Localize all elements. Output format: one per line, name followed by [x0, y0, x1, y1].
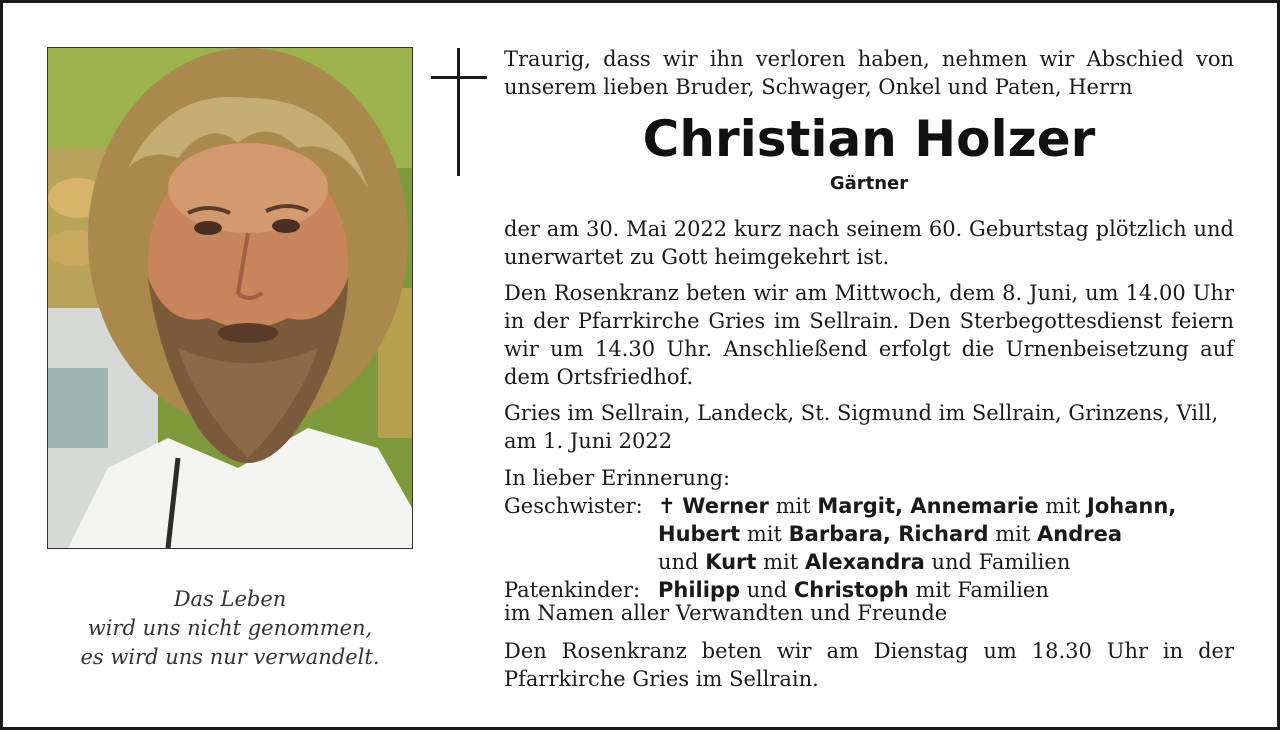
family-name: Johann, — [1087, 494, 1177, 518]
family-name: Alexandra — [804, 550, 925, 574]
occupation: Gärtner — [829, 173, 909, 194]
rosary-service-text: Den Rosenkranz beten wir am Mittwoch, dem 8. Juni, um 14.00 Uhr in der Pfarrkirche Gries im Sellrain. Den Sterbegottesdienst feiern wir um 14.30 Uhr. Anschließend erfolgt die Urnenbeisetzung auf dem Ortsfriedhof. — [504, 281, 1234, 389]
siblings-names — [658, 520, 1234, 548]
place-date: Gries im Sellrain, Landeck, St. Sigmund im Sellrain, Grinzens, Vill, am 1. Juni 2022 — [504, 401, 1219, 453]
connector: und — [746, 578, 788, 602]
family-name: Werner — [682, 494, 769, 518]
connector: und Familien — [931, 550, 1071, 574]
in-memory-label: In lieber Erinnerung: — [504, 466, 731, 490]
family-name: Andrea — [1037, 522, 1123, 546]
godchildren-label: Patenkinder: — [504, 578, 641, 602]
connector: mit Familien — [915, 578, 1049, 602]
quote-line: es wird uns nur verwandelt. — [80, 645, 380, 669]
quote-line: Das Leben — [173, 587, 287, 611]
family-row — [504, 548, 1234, 576]
family-name: Barbara, Richard — [788, 522, 989, 546]
deceased-name: Christian Holzer — [642, 110, 1096, 168]
death-notice: der am 30. Mai 2022 kurz nach seinem 60. Geburtstag plötzlich und unerwartet zu Gott heimgekehrt ist. — [504, 217, 1234, 269]
family-name: Kurt — [705, 550, 757, 574]
connector: mit — [746, 522, 782, 546]
second-rosary-text: Den Rosenkranz beten wir am Dienstag um 18.30 Uhr in der Pfarrkirche Gries im Sellrain. — [504, 639, 1234, 691]
connector: mit — [775, 494, 811, 518]
family-name: Philipp — [658, 578, 741, 602]
memorial-quote — [47, 585, 413, 672]
siblings-names — [658, 492, 1234, 520]
family-name: Margit, Annemarie — [817, 494, 1039, 518]
quote-line: wird uns nicht genommen, — [87, 616, 373, 640]
cross-icon — [431, 48, 487, 176]
connector: mit — [1045, 494, 1081, 518]
siblings-label: Geschwister: — [504, 494, 643, 518]
family-name: Christoph — [793, 578, 909, 602]
family-row — [504, 492, 1234, 520]
connector: mit — [995, 522, 1031, 546]
intro-text: Traurig, dass wir ihn verloren haben, nehmen wir Abschied von unserem lieben Bruder, Schwager, Onkel und Paten, Herrn — [504, 47, 1234, 99]
relatives-text: im Namen aller Verwandten und Freunde — [504, 601, 948, 625]
family-row — [504, 520, 1234, 548]
family-list — [504, 492, 1234, 604]
connector: mit — [763, 550, 799, 574]
family-name: Hubert — [658, 522, 741, 546]
siblings-names — [658, 548, 1234, 576]
portrait-photo — [47, 47, 413, 549]
connector: und — [658, 550, 699, 574]
cross-symbol: ✝ — [658, 494, 676, 518]
